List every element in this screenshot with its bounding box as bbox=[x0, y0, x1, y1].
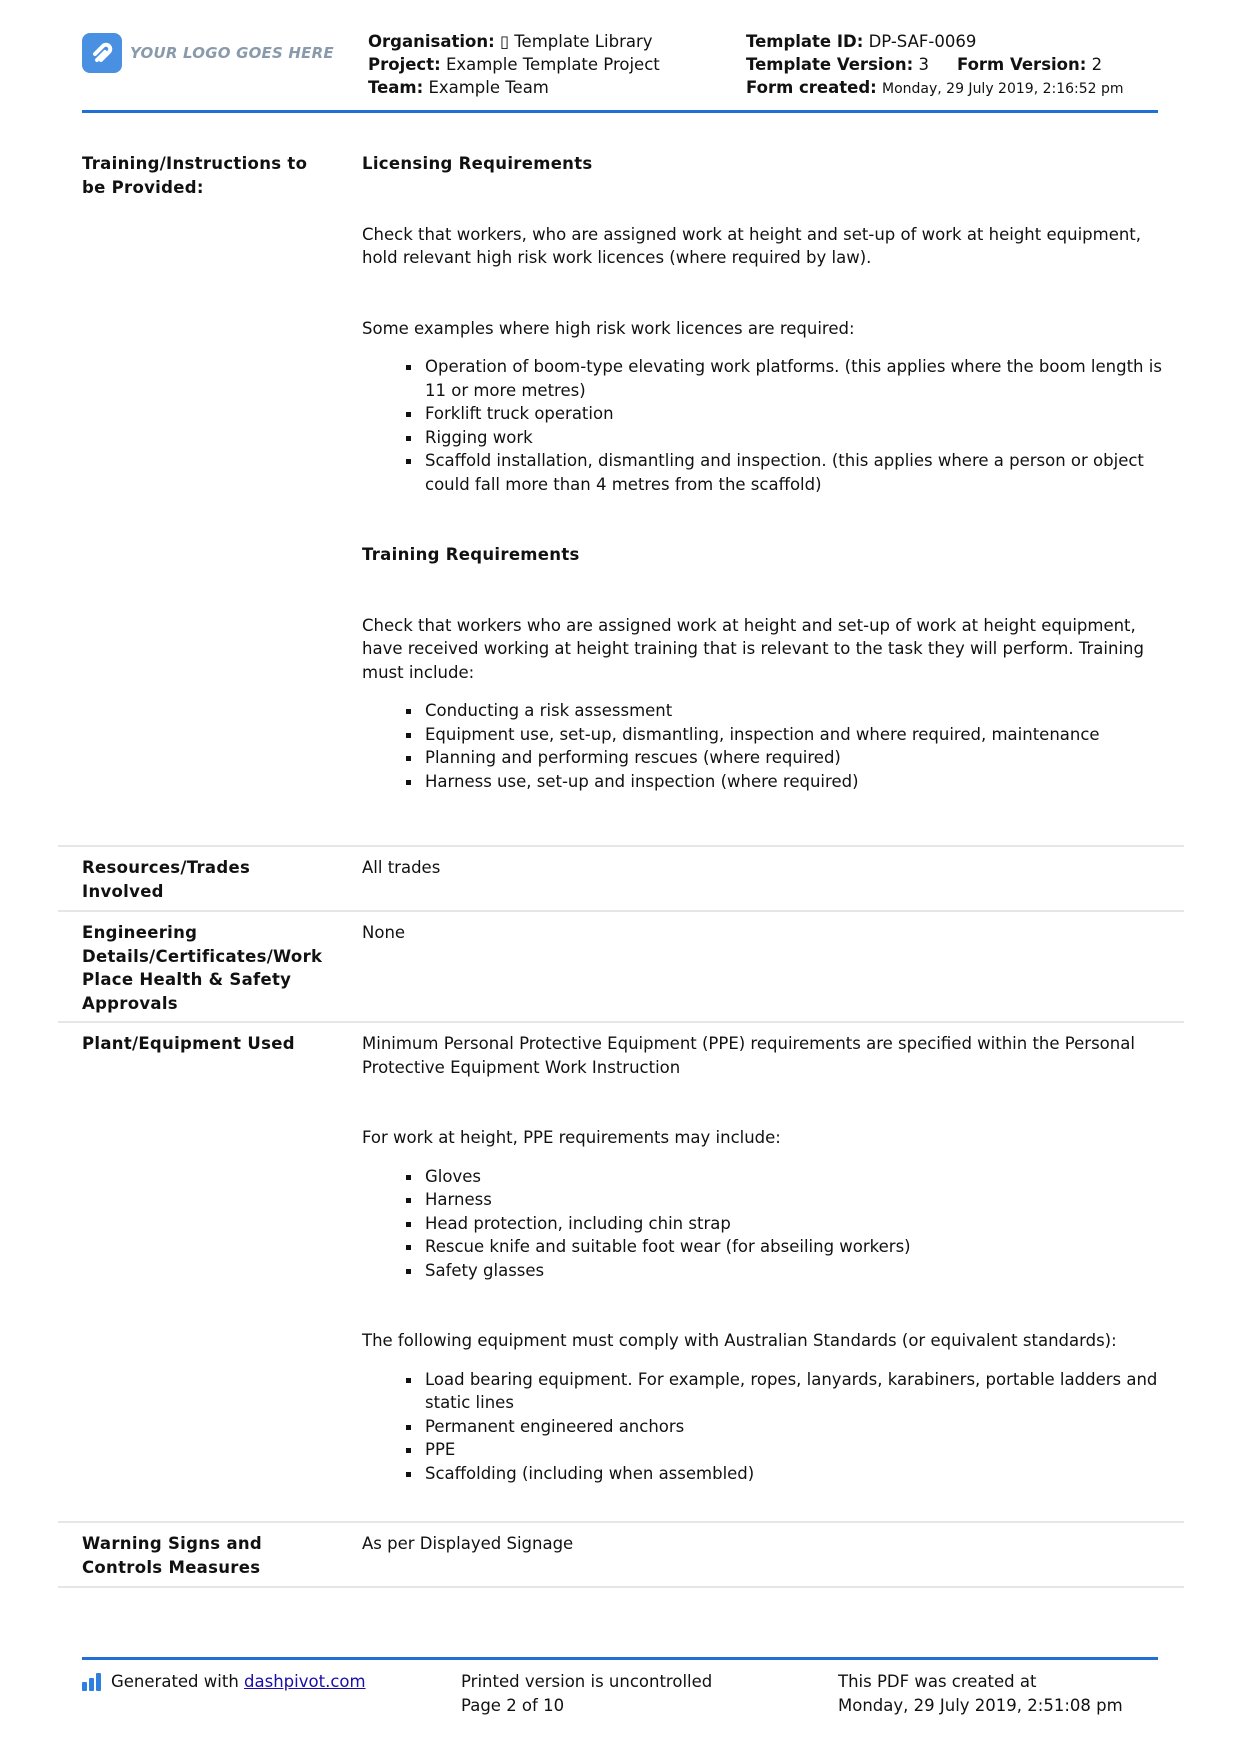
list-item: Safety glasses bbox=[362, 1259, 1172, 1283]
row-content bbox=[362, 152, 1172, 793]
list-item: Gloves bbox=[362, 1165, 1172, 1189]
page-number: Page 2 of 10 bbox=[461, 1695, 565, 1715]
bullet-list bbox=[362, 699, 1172, 793]
project-value: Example Template Project bbox=[445, 55, 660, 74]
form-version-label: Form Version: bbox=[956, 55, 1087, 74]
list-item: Harness bbox=[362, 1188, 1172, 1212]
header-template-block bbox=[746, 30, 1124, 101]
project-label: Project: bbox=[368, 55, 441, 74]
list-item: Load bearing equipment. For example, ropes, lanyards, karabiners, portable ladders and static lines bbox=[362, 1368, 1172, 1415]
row-content bbox=[362, 1032, 1172, 1485]
list-item: PPE bbox=[362, 1438, 1172, 1462]
list-item: Harness use, set-up and inspection (where required) bbox=[362, 770, 1172, 794]
paragraph: Check that workers who are assigned work at height and set-up of work at height equipment, have received working at height training that is relevant to the task they will perform. Training must include: bbox=[362, 615, 1144, 682]
pdf-created-label: This PDF was created at bbox=[838, 1672, 1037, 1691]
list-item: Forklift truck operation bbox=[362, 402, 1172, 426]
row-value: As per Displayed Signage bbox=[362, 1534, 574, 1553]
footer-generated bbox=[82, 1670, 366, 1694]
row-label: Plant/Equipment Used bbox=[82, 1034, 295, 1053]
row-divider bbox=[58, 1586, 1184, 1588]
logo-text: YOUR LOGO GOES HERE bbox=[130, 44, 334, 62]
team-value: Example Team bbox=[428, 78, 549, 97]
list-item: Planning and performing rescues (where required) bbox=[362, 746, 1172, 770]
page-footer bbox=[82, 1670, 1162, 1720]
list-item: Rescue knife and suitable foot wear (for abseiling workers) bbox=[362, 1235, 1172, 1259]
row-label: Warning Signs and Controls Measures bbox=[82, 1534, 263, 1577]
bullet-list bbox=[362, 1165, 1172, 1283]
logo bbox=[82, 33, 334, 73]
logo-mark-icon bbox=[82, 33, 122, 73]
bullet-list bbox=[362, 1368, 1172, 1486]
form-created-value: Monday, 29 July 2019, 2:16:52 pm bbox=[882, 81, 1124, 97]
footer-page-info bbox=[461, 1670, 712, 1717]
organisation-value: ▯ Template Library bbox=[499, 32, 653, 51]
pdf-created-value: Monday, 29 July 2019, 2:51:08 pm bbox=[838, 1695, 1123, 1715]
row-label: Training/Instructions to be Provided: bbox=[82, 154, 308, 197]
list-item: Equipment use, set-up, dismantling, inspection and where required, maintenance bbox=[362, 723, 1172, 747]
team-label: Team: bbox=[368, 78, 424, 97]
row-divider bbox=[58, 1021, 1184, 1023]
bullet-list bbox=[362, 355, 1172, 496]
uncontrolled-note: Printed version is uncontrolled bbox=[461, 1672, 713, 1691]
footer-divider bbox=[82, 1657, 1158, 1660]
section-heading: Training Requirements bbox=[362, 545, 580, 564]
template-id-label: Template ID: bbox=[746, 32, 864, 51]
row-divider bbox=[58, 1521, 1184, 1523]
paragraph: The following equipment must comply with Australian Standards (or equivalent standards): bbox=[362, 1331, 1117, 1350]
bar-chart-icon bbox=[82, 1673, 103, 1691]
list-item: Head protection, including chin strap bbox=[362, 1212, 1172, 1236]
paragraph: Check that workers, who are assigned work at height and set-up of work at height equipment, hold relevant high risk work licences (where required by law). bbox=[362, 224, 1142, 267]
dashpivot-link[interactable]: dashpivot.com bbox=[244, 1672, 366, 1691]
form-created-label: Form created: bbox=[746, 78, 877, 97]
template-version-label: Template Version: bbox=[746, 55, 914, 74]
row-divider bbox=[58, 910, 1184, 912]
footer-created bbox=[838, 1670, 1123, 1717]
form-version-value: 2 bbox=[1091, 55, 1103, 74]
row-value: All trades bbox=[362, 858, 441, 877]
list-item: Conducting a risk assessment bbox=[362, 699, 1172, 723]
header-divider bbox=[82, 110, 1158, 113]
list-item: Scaffolding (including when assembled) bbox=[362, 1462, 1172, 1486]
row-label: Resources/Trades Involved bbox=[82, 858, 251, 901]
page-header bbox=[82, 30, 1162, 110]
paragraph: Some examples where high risk work licences are required: bbox=[362, 318, 855, 338]
template-id-value: DP-SAF-0069 bbox=[868, 32, 977, 51]
generated-prefix: Generated with bbox=[111, 1672, 239, 1691]
list-item: Permanent engineered anchors bbox=[362, 1415, 1172, 1439]
list-item: Operation of boom-type elevating work platforms. (this applies where the boom length is 11 or more metres) bbox=[362, 355, 1172, 402]
header-org-block bbox=[368, 30, 660, 99]
row-divider bbox=[58, 845, 1184, 847]
row-label: Engineering Details/Certificates/Work Place Health & Safety Approvals bbox=[82, 923, 323, 1013]
paragraph: For work at height, PPE requirements may include: bbox=[362, 1128, 781, 1147]
list-item: Scaffold installation, dismantling and inspection. (this applies where a person or object could fall more than 4 metres from the scaffold) bbox=[362, 449, 1172, 496]
list-item: Rigging work bbox=[362, 426, 1172, 450]
row-value: None bbox=[362, 923, 406, 942]
paragraph: Minimum Personal Protective Equipment (PPE) requirements are specified within the Personal Protective Equipment Work Instruction bbox=[362, 1034, 1135, 1077]
organisation-label: Organisation: bbox=[368, 32, 495, 51]
section-heading: Licensing Requirements bbox=[362, 154, 593, 173]
template-version-value: 3 bbox=[918, 55, 929, 74]
